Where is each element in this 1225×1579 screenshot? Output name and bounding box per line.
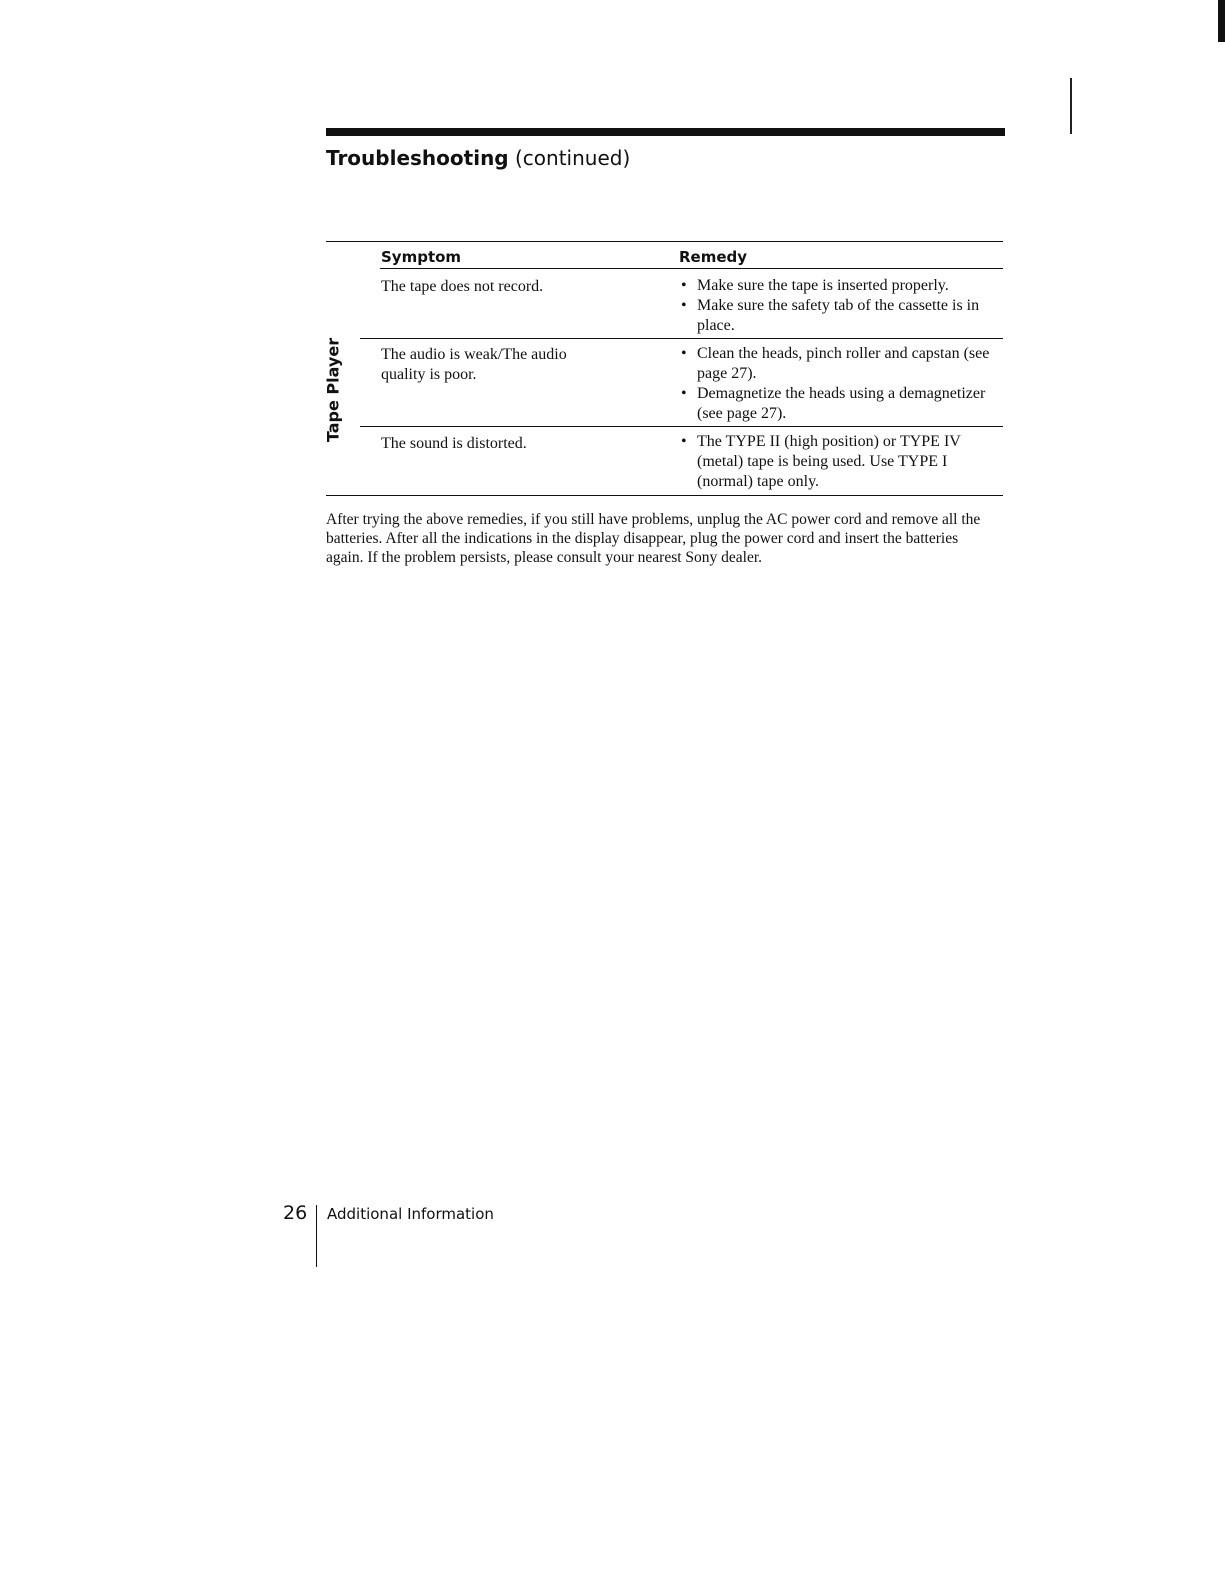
table-bottom-rule (326, 495, 1003, 496)
side-tab (318, 337, 348, 443)
table-row-symptom: The tape does not record. (381, 278, 544, 295)
section-header-bar (326, 128, 1005, 136)
page-number: 26 (283, 1202, 308, 1224)
footer-section-label: Additional Information (327, 1205, 494, 1223)
footer-separator (316, 1205, 317, 1267)
remedy-item: • Clean the heads, pinch roller and capstan (see page 27). (679, 344, 994, 384)
remedy-item: • Make sure the tape is inserted properly. (679, 276, 999, 296)
table-row-divider (360, 426, 1003, 427)
table-row-remedy (679, 276, 999, 336)
table-top-rule (326, 241, 1003, 242)
corner-crop-mark (1218, 0, 1225, 42)
page-title-bold: Troubleshooting (326, 146, 509, 170)
side-tab-label: Tape Player (323, 337, 343, 443)
page-title (326, 146, 630, 171)
page-title-continued: (continued) (508, 146, 631, 170)
margin-tick-mark (1070, 78, 1072, 134)
column-header-symptom: Symptom (381, 248, 462, 266)
table-row-symptom: The sound is distorted. (381, 435, 527, 452)
troubleshooting-note: After trying the above remedies, if you still have problems, unplug the AC power cord and remove all the batteries. After all the indications in the display disappear, plug the power cord and insert the batteries again. If the problem persists, please consult your nearest Sony dealer. (326, 511, 981, 566)
remedy-item: • The TYPE II (high position) or TYPE IV (metal) tape is being used. Use TYPE I (normal) tape only. (679, 432, 979, 492)
table-header-rule (380, 268, 1003, 269)
remedy-item: • Demagnetize the heads using a demagnetizer (see page 27). (679, 384, 994, 424)
column-header-remedy: Remedy (679, 248, 748, 266)
table-row-remedy (679, 432, 979, 492)
remedy-item: • Make sure the safety tab of the cassette is in place. (679, 296, 999, 336)
table-row-remedy (679, 344, 994, 424)
table-row-divider (360, 338, 1003, 339)
table-row-symptom: The audio is weak/The audio quality is poor. (381, 346, 567, 383)
